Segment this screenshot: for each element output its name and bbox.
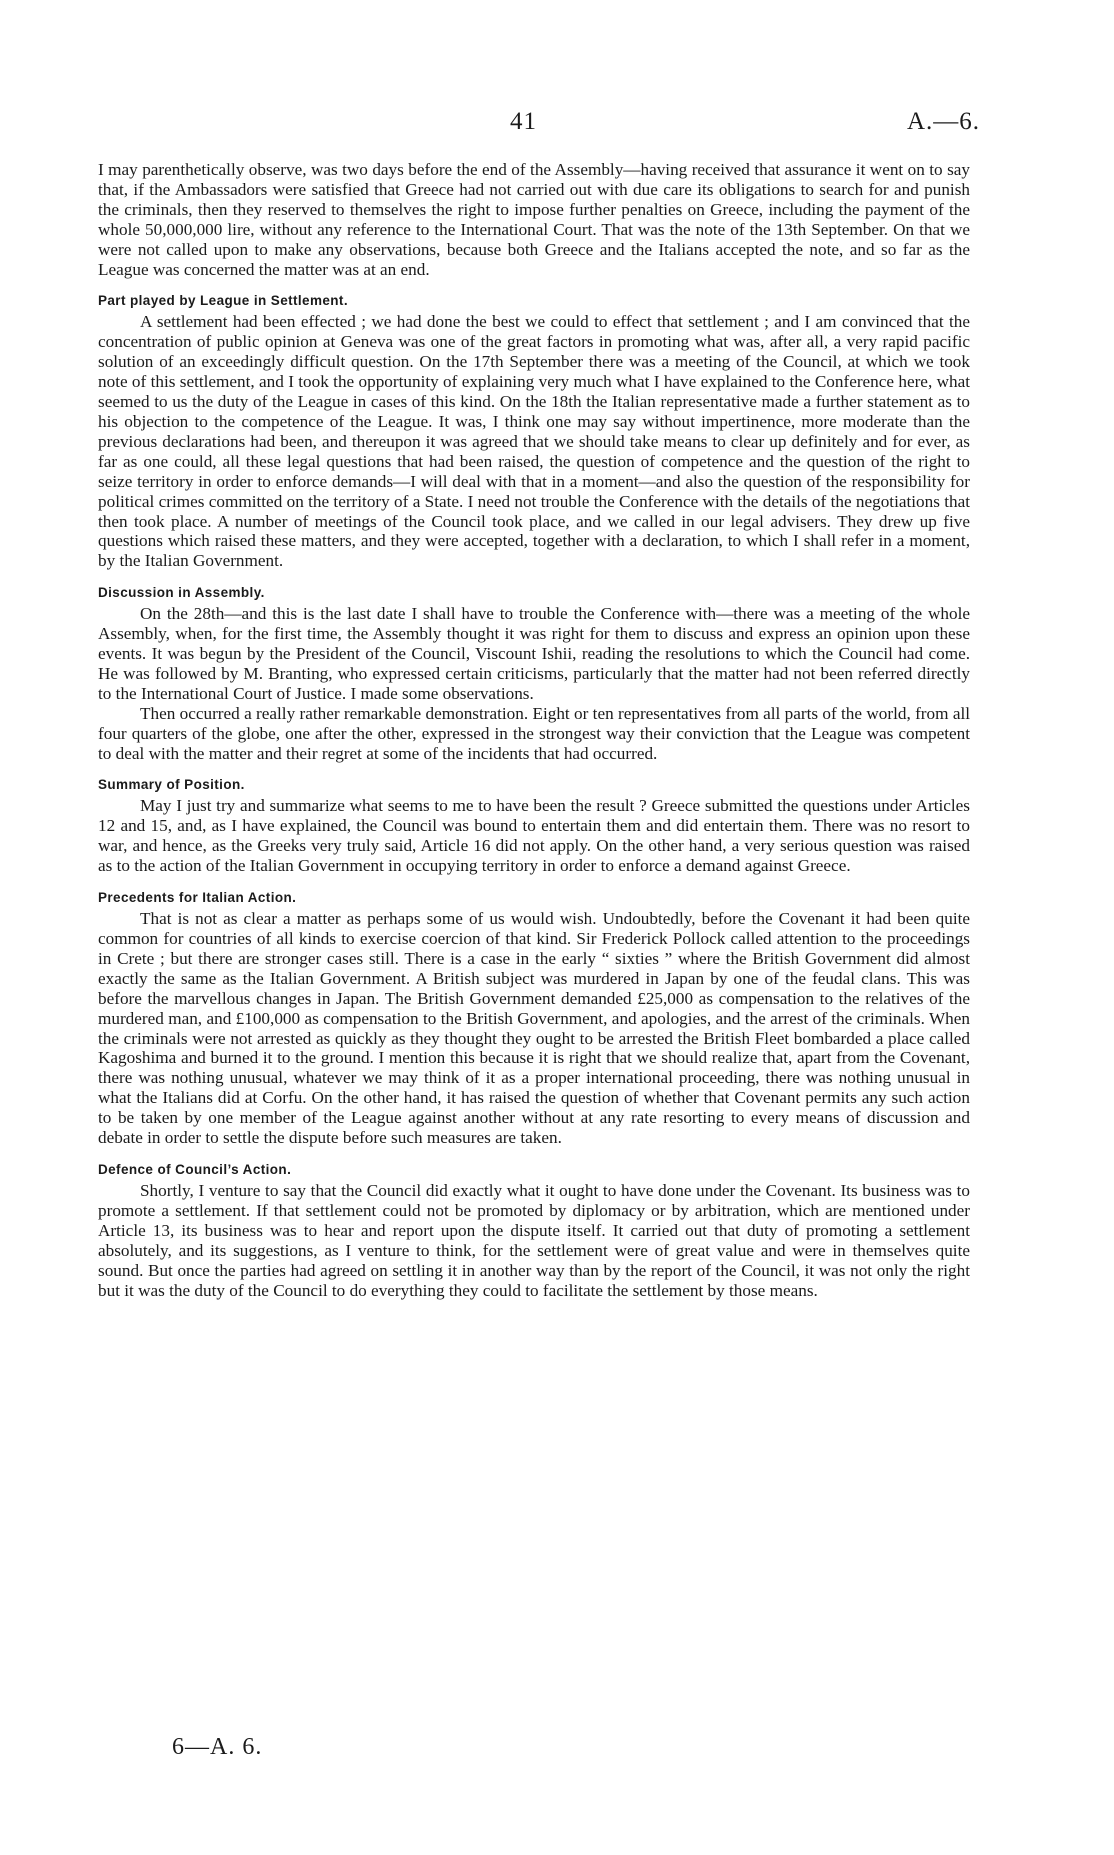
document-reference: A.—6.: [906, 108, 980, 135]
section-heading: Summary of Position.: [98, 777, 245, 793]
page-number: 41: [510, 108, 537, 135]
body-paragraph: A settlement had been effected ; we had done the best we could to effect that settlement ; and I am convinced that the concentration of public opinion at Geneva was one of the great factors in promoting what was, after all, a very rapid pacific solution of an exceedingly difficult question. On the 17th September there was a meeting of the Council, at which we took note of this settlement, and I took the opportunity of explaining very much what I have explained to the Conference here, what seemed to us the duty of the League in cases of this kind. On the 18th the Italian representative made a further statement as to his objection to the competence of the League. It was, I think one may say without impertinence, more moderate than the previous declarations had been, and thereupon it was agreed that we should take means to clear up definitely and for ever, as far as one could, all these legal questions that had been raised, the question of competence and the question of the right to seize territory in order to enforce demands—I will deal with that in a moment—and also the question of the responsibility for political crimes committed on the territory of a State. I need not trouble the Conference with the details of the negotiations that then took place. A number of meetings of the Council took place, and we called in our legal advisers. They drew up five questions which raised these matters, and they were accepted, together with a declaration, to which I shall refer in a moment, by the Italian Government.: [98, 312, 970, 571]
section-assembly-discussion: [98, 584, 970, 763]
intro-paragraph: I may parenthetically observe, was two days before the end of the Assembly—having received that assurance it went on to say that, if the Ambassadors were satisfied that Greece had not carried out with due care its obligations to search for and punish the criminals, then they reserved to themselves the right to impose further penalties on Greece, including the payment of the whole 50,000,000 lire, without any reference to the International Court. That was the note of the 13th September. On that we were not called upon to make any observations, because both Greece and the Italians accepted the note, and so far as the League was concerned the matter was at an end.: [98, 160, 970, 279]
body-paragraph: Then occurred a really rather remarkable demonstration. Eight or ten representatives from all parts of the world, from all four quarters of the globe, one after the other, expressed in the strongest way their conviction that the League was competent to deal with the matter and their regret at some of the incidents that had occurred.: [98, 703, 970, 763]
body-paragraph: Shortly, I venture to say that the Council did exactly what it ought to have done under the Covenant. Its business was to promote a settlement. If that settlement could not be promoted by diplomacy or by arbitration, which are mentioned under Article 13, its business was to hear and report upon the dispute itself. It carried out that duty of promoting a settlement absolutely, and its suggestions, as I venture to think, for the settlement were of great value and were in themselves quite sound. But once the parties had agreed on settling it in another way than by the report of the Council, it was not only the right but it was the duty of the Council to do everything they could to facilitate the settlement by those means.: [98, 1180, 970, 1300]
section-precedents: [98, 889, 970, 1148]
body-paragraph: That is not as clear a matter as perhaps some of us would wish. Undoubtedly, before the Covenant it had been quite common for countries of all kinds to exercise coercion of that kind. Sir Frederick Pollock called attention to the proceedings in Crete ; but there are stronger cases still. There is a case in the early “ sixties ” where the British Government did almost exactly the same as the Italian Government. A British subject was murdered in Japan by one of the feudal clans. This was before the marvellous changes in Japan. The British Government demanded £25,000 as compensation to the relatives of the murdered man, and £100,000 as compensation to the British Government, and apologies, and the arrest of the criminals. When the criminals were not arrested as quickly as they thought they ought to be arrested the British Fleet bombarded a place called Kagoshima and burned it to the ground. I mention this because it is right that we should realize that, apart from the Covenant, there was nothing unusual, whatever we may think of it as a proper international proceeding, there was nothing unusual in what the Italians did at Corfu. On the other hand, it has raised the question of whether that Covenant permits any such action to be taken by one member of the League against another without at any rate resorting to every means of discussion and debate in order to settle the dispute before such measures are taken.: [98, 909, 970, 1148]
section-heading: Precedents for Italian Action.: [98, 890, 297, 906]
body-paragraph: On the 28th—and this is the last date I shall have to trouble the Conference with—there was a meeting of the whole Assembly, when, for the first time, the Assembly thought it was right for them to discuss and express an opinion upon these events. It was begun by the President of the Council, Viscount Ishii, reading the resolutions to which the Council had come. He was followed by M. Branting, who expressed certain criticisms, particularly that the matter had not been referred directly to the International Court of Justice. I made some observations.: [98, 604, 970, 703]
body-paragraph: May I just try and summarize what seems to me to have been the result ? Greece submitted the questions under Articles 12 and 15, and, as I have explained, the Council was bound to entertain them and did entertain them. There was no resort to war, and hence, as the Greeks very truly said, Article 16 did not apply. On the other hand, a very serious question was raised as to the action of the Italian Government in occupying territory in order to enforce a demand against Greece.: [98, 796, 970, 876]
page-body: [98, 160, 970, 1300]
signature-reference: 6—A. 6.: [172, 1734, 263, 1760]
section-council-defence: [98, 1161, 970, 1300]
section-heading: Part played by League in Settlement.: [98, 293, 348, 309]
section-league-settlement: [98, 292, 970, 571]
section-summary-of-position: [98, 776, 970, 876]
section-heading: Defence of Council’s Action.: [98, 1161, 292, 1177]
section-heading: Discussion in Assembly.: [98, 585, 265, 601]
